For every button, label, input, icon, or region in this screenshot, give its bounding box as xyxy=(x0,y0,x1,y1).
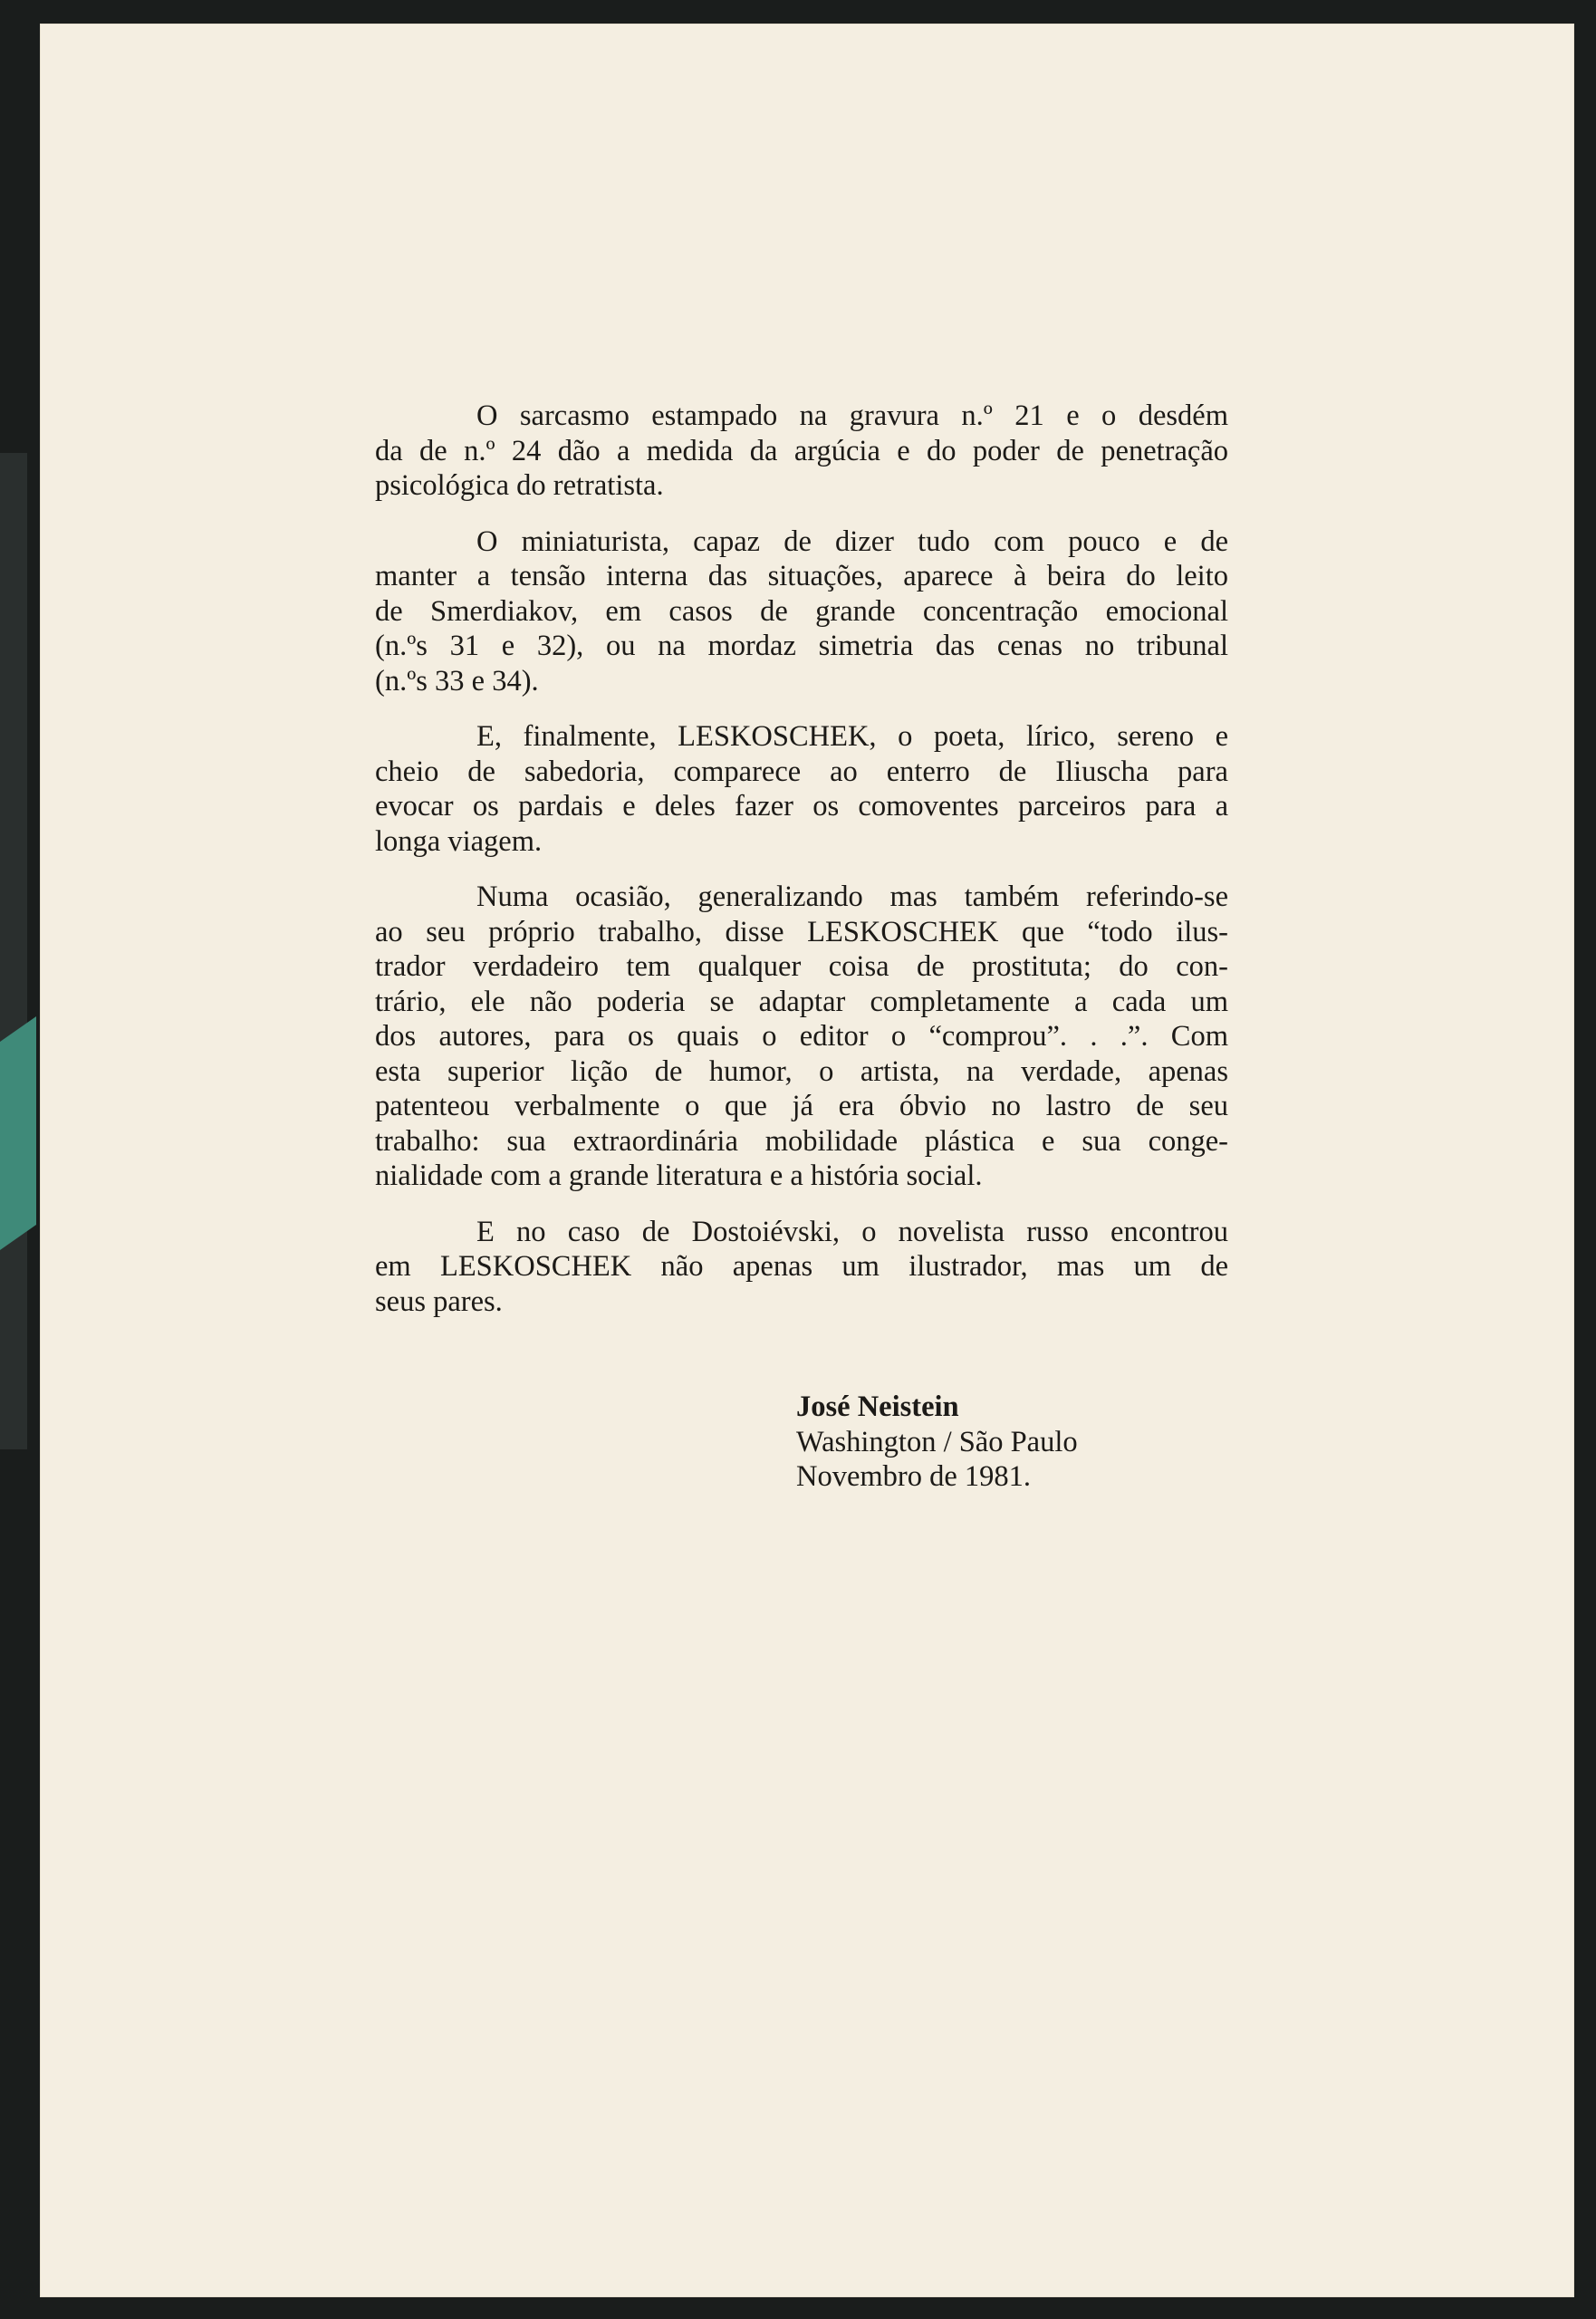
paragraph-3 xyxy=(375,719,1228,859)
text-line: dos autores, para os quais o editor o “comprou”. . .”. Com xyxy=(375,1020,1228,1053)
text-line: trador verdadeiro tem qualquer coisa de prostituta; do con- xyxy=(375,950,1228,983)
text-line: longa viagem. xyxy=(375,824,543,858)
text-line: seus pares. xyxy=(375,1285,503,1318)
signature-place: Washington / São Paulo xyxy=(796,1425,1078,1458)
signature-date: Novembro de 1981. xyxy=(796,1460,1032,1493)
text-line: Numa ocasião, generalizando mas também referindo-se xyxy=(476,880,1228,913)
body-text xyxy=(375,399,1228,1340)
paragraph-2 xyxy=(375,524,1228,699)
text-line: nialidade com a grande literatura e a história social. xyxy=(375,1160,983,1192)
signature-block xyxy=(796,1390,1078,1495)
text-line: ao seu próprio trabalho, disse LESKOSCHEK que “todo ilus- xyxy=(375,915,1228,948)
text-line: O miniaturista, capaz de dizer tudo com pouco e de xyxy=(476,524,1228,558)
text-line: E, finalmente, LESKOSCHEK, o poeta, lírico, sereno e xyxy=(476,720,1228,753)
paragraph-5 xyxy=(375,1215,1228,1320)
text-line: evocar os pardais e deles fazer os comoventes parceiros para a xyxy=(375,790,1228,823)
text-line: da de n.º 24 dão a medida da argúcia e do poder de penetração xyxy=(375,434,1228,467)
paragraph-4 xyxy=(375,880,1228,1194)
text-line: cheio de sabedoria, comparece ao enterro de Iliuscha para xyxy=(375,755,1228,788)
text-line: patenteou verbalmente o que já era óbvio no lastro de seu xyxy=(375,1090,1228,1122)
text-line: esta superior lição de humor, o artista, na verdade, apenas xyxy=(375,1054,1228,1088)
text-line: (n.ºs 33 e 34). xyxy=(375,664,539,698)
scan-background-strip xyxy=(0,453,27,1449)
text-line: E no caso de Dostoiévski, o novelista russo encontrou xyxy=(476,1215,1228,1248)
text-line: psicológica do retratista. xyxy=(375,469,664,502)
text-line: trabalho: sua extraordinária mobilidade plástica e sua conge- xyxy=(375,1124,1228,1158)
scan-background-teal-shape xyxy=(0,1016,36,1250)
paragraph-1 xyxy=(375,399,1228,504)
text-line: O sarcasmo estampado na gravura n.º 21 e o desdém xyxy=(476,399,1228,432)
text-line: manter a tensão interna das situações, aparece à beira do leito xyxy=(375,560,1228,592)
text-line: trário, ele não poderia se adaptar completamente a cada um xyxy=(375,985,1228,1018)
text-line: em LESKOSCHEK não apenas um ilustrador, mas um de xyxy=(375,1250,1228,1283)
text-line: de Smerdiakov, em casos de grande concentração emocional xyxy=(375,594,1228,628)
text-line: (n.ºs 31 e 32), ou na mordaz simetria das cenas no tribunal xyxy=(375,630,1228,662)
author-name: José Neistein xyxy=(796,1390,959,1423)
